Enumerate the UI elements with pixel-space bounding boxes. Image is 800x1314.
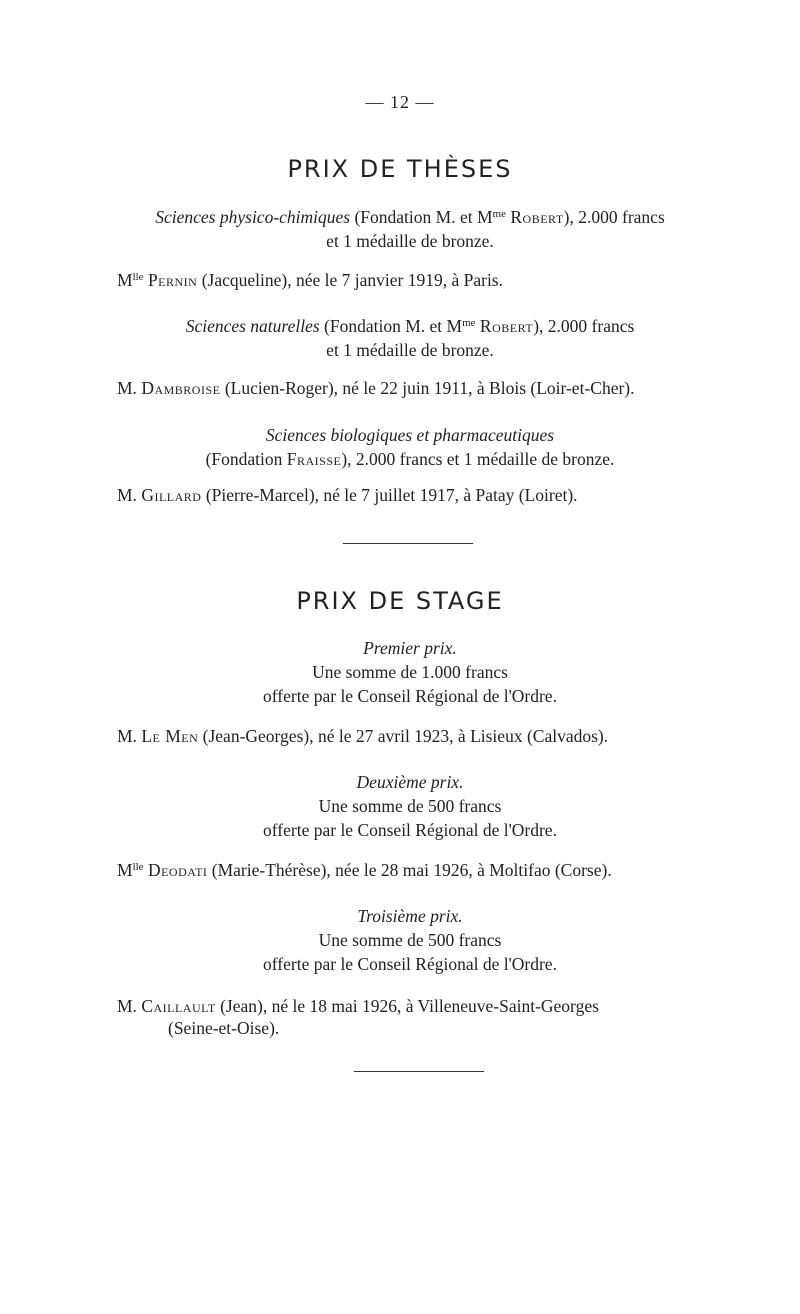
laureate-pernin xyxy=(117,268,503,292)
prize-deuxieme xyxy=(0,770,800,842)
prize-physico-line-1 xyxy=(0,205,800,229)
prize-biologiques-line-2 xyxy=(0,447,800,471)
prize-physico-chimiques xyxy=(0,205,800,253)
laureate-gillard xyxy=(117,483,578,507)
laureate-details: (Lucien-Roger), né le 22 juin 1911, à Blois (Loir-et-Cher). xyxy=(220,378,635,398)
laureate-details: (Jacqueline), née le 7 janvier 1919, à Paris. xyxy=(197,270,503,290)
laureate-dambroise xyxy=(117,376,635,400)
title-superscript: lle xyxy=(132,861,144,873)
foundation-name: Robert xyxy=(510,207,564,227)
laureate-surname: Caillault xyxy=(141,996,216,1016)
laureate-title: M xyxy=(117,860,133,880)
section-heading-theses: PRIX DE THÈSES xyxy=(287,155,513,183)
prize-rank-label: Troisième prix. xyxy=(357,906,463,926)
laureate-le-men xyxy=(117,724,608,748)
title-superscript: lle xyxy=(132,271,144,283)
laureate-details: (Marie-Thérèse), née le 28 mai 1926, à Moltifao (Corse). xyxy=(207,860,612,880)
prize-donor-line: offerte par le Conseil Régional de l'Ordre. xyxy=(263,820,557,840)
section-heading-stage: PRIX DE STAGE xyxy=(296,587,504,615)
prize-naturelles-line-1 xyxy=(0,314,800,338)
section-divider xyxy=(343,543,473,544)
laureate-caillault xyxy=(117,994,599,1018)
laureate-title: M xyxy=(117,270,133,290)
laureate-title: M. xyxy=(117,485,142,505)
foundation-text: (Fondation xyxy=(205,449,287,469)
prize-physico-line-2: et 1 médaille de bronze. xyxy=(326,231,494,251)
prize-amount: ), 2.000 francs xyxy=(563,207,665,227)
foundation-text: (Fondation M. et M xyxy=(319,316,463,336)
laureate-title: M. xyxy=(117,726,142,746)
prize-donor-line: offerte par le Conseil Régional de l'Ordre. xyxy=(263,686,557,706)
laureate-title: M. xyxy=(117,996,142,1016)
prize-amount-line: Une somme de 500 francs xyxy=(318,930,502,950)
title-superscript: me xyxy=(462,317,476,329)
laureate-details: (Jean-Georges), né le 27 avril 1923, à Lisieux (Calvados). xyxy=(198,726,609,746)
prize-biologiques xyxy=(0,423,800,471)
laureate-details: (Jean), né le 18 mai 1926, à Villeneuve-Saint-Georges xyxy=(215,996,599,1016)
discipline-naturelles: Sciences naturelles xyxy=(185,316,320,336)
laureate-surname: Dambroise xyxy=(141,378,221,398)
title-superscript: me xyxy=(492,208,506,220)
laureate-details-continued: (Seine-et-Oise). xyxy=(168,1018,280,1038)
prize-troisieme xyxy=(0,904,800,976)
prize-donor-line: offerte par le Conseil Régional de l'Ordre. xyxy=(263,954,557,974)
foundation-name: Fraisse xyxy=(286,449,342,469)
laureate-surname: Pernin xyxy=(147,270,198,290)
prize-amount-line: Une somme de 500 francs xyxy=(318,796,502,816)
prize-rank-label: Deuxième prix. xyxy=(356,772,464,792)
laureate-surname: Gillard xyxy=(141,485,202,505)
section-divider xyxy=(354,1071,484,1072)
prize-rank-label: Premier prix. xyxy=(363,638,457,658)
foundation-name: Robert xyxy=(479,316,534,336)
prize-amount: ), 2.000 francs et 1 médaille de bronze. xyxy=(341,449,615,469)
prize-amount-line: Une somme de 1.000 francs xyxy=(312,662,508,682)
page-number: — 12 — xyxy=(365,92,435,112)
laureate-details: (Pierre-Marcel), né le 7 juillet 1917, à Patay (Loiret). xyxy=(201,485,578,505)
laureate-surname: Le Men xyxy=(141,726,199,746)
laureate-surname: Deodati xyxy=(147,860,208,880)
prize-naturelles xyxy=(0,314,800,362)
foundation-text: (Fondation M. et M xyxy=(350,207,493,227)
discipline-physico: Sciences physico-chimiques xyxy=(155,207,351,227)
discipline-biologiques: Sciences biologiques et pharmaceutiques xyxy=(265,425,555,445)
prize-amount: ), 2.000 francs xyxy=(533,316,635,336)
prize-naturelles-line-2: et 1 médaille de bronze. xyxy=(326,340,494,360)
laureate-deodati xyxy=(117,858,612,882)
laureate-title: M. xyxy=(117,378,142,398)
prize-premier xyxy=(0,636,800,708)
